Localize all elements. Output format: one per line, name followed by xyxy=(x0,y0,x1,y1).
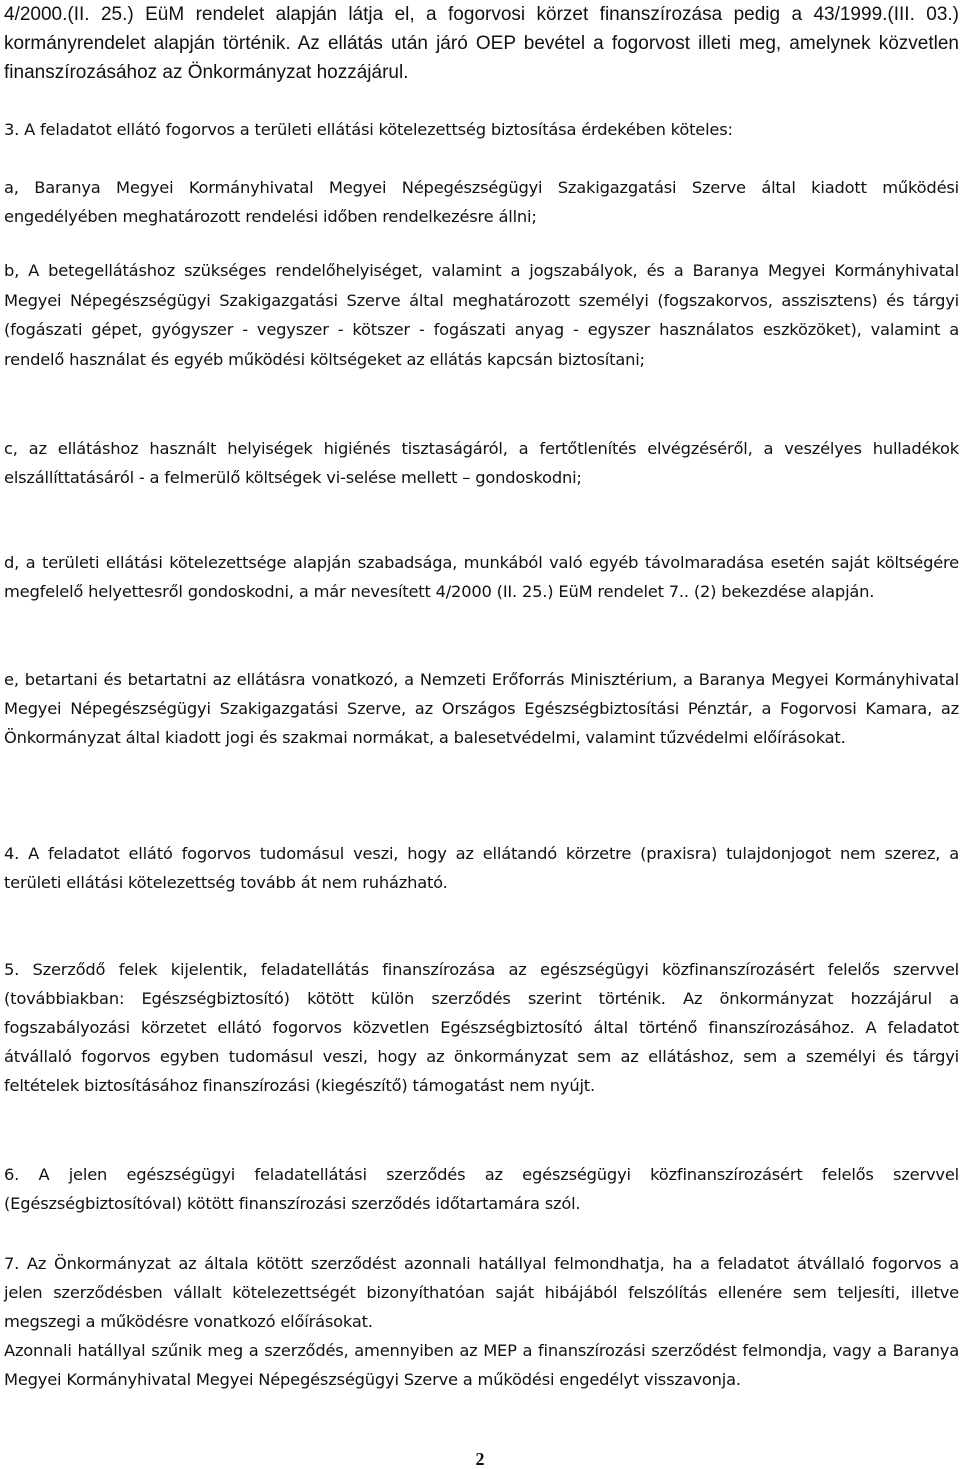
point-4-paragraph: 4. A feladatot ellátó fogorvos tudomásul veszi, hogy az ellátandó körzetre (praxisra) tulajdonjogot nem szerez, a területi ellátási kötelezettség tovább át nem ruházható. xyxy=(4,844,959,892)
point-3-heading: 3. A feladatot ellátó fogorvos a területi ellátási kötelezettség biztosítása érdekében köteles: xyxy=(4,120,733,139)
page-number: 2 xyxy=(475,1449,485,1469)
point-3b-paragraph: b, A betegellátáshoz szükséges rendelőhelyiséget, valamint a jogszabályok, és a Baranya Megyei Kormányhivatal Megyei Népegészségügyi Szakigazgatási Szerve által meghatározott személyi (fogszakorvos, asszisztens) és tárgyi (fogászati gépet, gyógyszer - vegyszer - kötszer - fogászati anyag - egyszer használatos eszközöket), valamint a rendelő használat és egyéb működési költségeket az ellátás kapcsán biztosítani; xyxy=(4,261,959,369)
point-7-paragraph: 7. Az Önkormányzat az általa kötött szerződést azonnali hatállyal felmondhatja, ha a feladatot átvállaló fogorvos a jelen szerződésben vállalt kötelezettségét bizonyíthatóan saját hibájából felszólítás ellenére sem teljesíti, illetve megszegi a működésre vonatkozó előírásokat. xyxy=(4,1254,959,1331)
intro-paragraph: 4/2000.(II. 25.) EüM rendelet alapján látja el, a fogorvosi körzet finanszírozása pedig a 43/1999.(III. 03.) kormányrendelet alapján történik. Az ellátás után járó OEP bevétel a fogorvost illeti meg, amelynek közvetlen finanszírozásához az Önkormányzat hozzájárul. xyxy=(4,4,959,83)
point-3e-paragraph: e, betartani és betartatni az ellátásra vonatkozó, a Nemzeti Erőforrás Minisztérium, a Baranya Megyei Kormányhivatal Megyei Népegészségügyi Szakigazgatási Szerve, az Országos Egészségbiztosítási Pénztár, a Fogorvosi Kamara, az Önkormányzat által kiadott jogi és szakmai normákat, a balesetvédelmi, valamint tűzvédelmi előírásokat. xyxy=(4,670,959,747)
point-5-paragraph: 5. Szerződő felek kijelentik, feladatellátás finanszírozása az egészségügyi közfinanszírozásért felelős szervvel (továbbiakban: Egészségbiztosító) kötött külön szerződés szerint történik. Az önkormányzat hozzájárul a fogszabályozási körzetet ellátó fogorvos közvetlen Egészségbiztosító által történő finanszírozásához. A feladatot átvállaló fogorvos egyben tudomásul veszi, hogy az önkormányzat sem az ellátáshoz, sem a személyi és tárgyi feltételek biztosításához finanszírozási (kiegészítő) támogatást nem nyújt. xyxy=(4,960,959,1095)
point-3c-paragraph: c, az ellátáshoz használt helyiségek higiénés tisztaságáról, a fertőtlenítés elvégzéséről, a veszélyes hulladékok elszállíttatásáról - a felmerülő költségek vi-selése mellett – gondoskodni; xyxy=(4,439,959,487)
point-6-paragraph: 6. A jelen egészségügyi feladatellátási szerződés az egészségügyi közfinanszírozásért felelős szervvel (Egészségbiztosítóval) kötött finanszírozási szerződés időtartamára szól. xyxy=(4,1165,959,1213)
point-7-second-paragraph: Azonnali hatállyal szűnik meg a szerződés, amennyiben az MEP a finanszírozási szerződést felmondja, vagy a Baranya Megyei Kormányhivatal Megyei Népegészségügyi Szerve a működési engedélyt visszavonja. xyxy=(4,1341,959,1389)
point-3a-paragraph: a, Baranya Megyei Kormányhivatal Megyei Népegészségügyi Szakigazgatási Szerve által kiadott működési engedélyében meghatározott rendelési időben rendelkezésre állni; xyxy=(4,178,959,226)
point-3d-paragraph: d, a területi ellátási kötelezettsége alapján szabadsága, munkából való egyéb távolmaradása esetén saját költségére megfelelő helyettesről gondoskodni, a már nevesített 4/2000 (II. 25.) EüM rendelet 7.. (2) bekezdése alapján. xyxy=(4,553,959,601)
